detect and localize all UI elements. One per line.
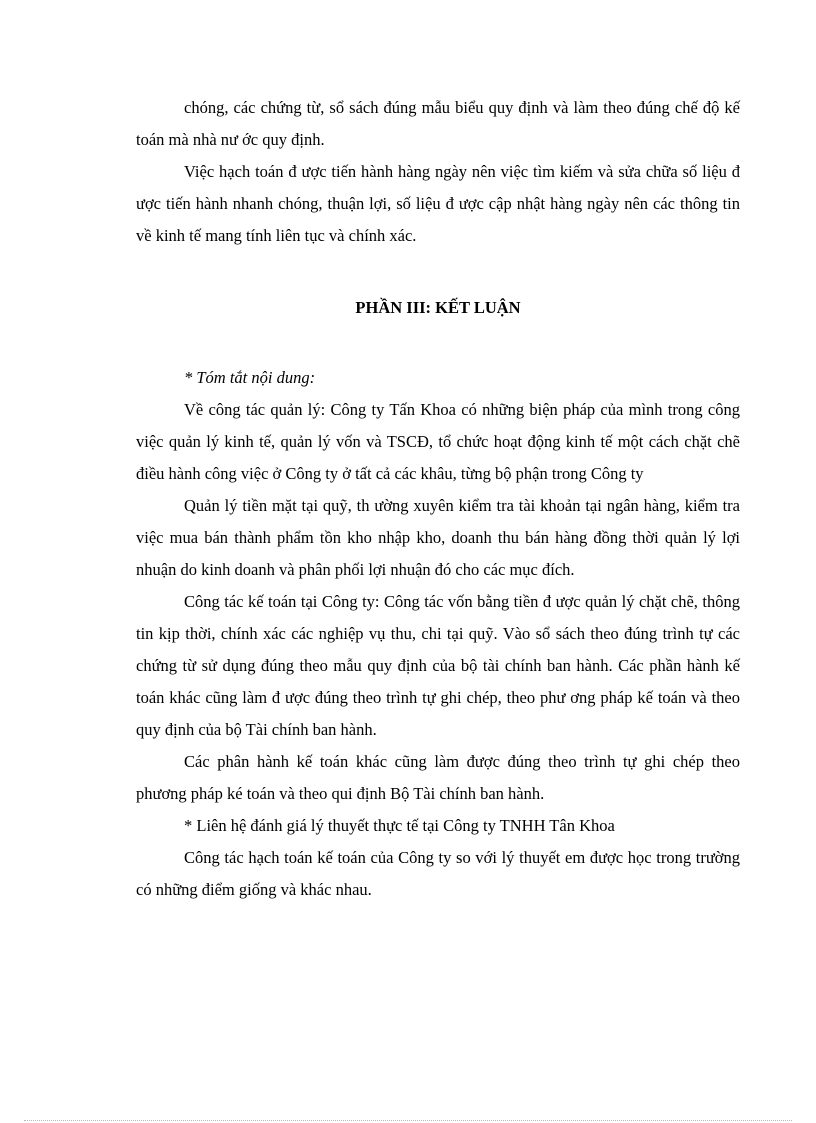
page-bottom-divider <box>24 1120 792 1121</box>
paragraph-accounting-work: Công tác kế toán tại Công ty: Công tác vốn bằng tiền đ ược quản lý chặt chẽ, thông tin kịp thời, chính xác các nghiệp vụ thu, chi tại quỹ. Vào sổ sách theo đúng trình tự các chứng từ sử dụng đúng theo mẫu quy định của bộ tài chính ban hành. Các phần hành kế toán khác cũng làm đ ược đúng theo trình tự ghi chép, theo phư ơng pháp kế toán và theo quy định của bộ Tài chính ban hành. <box>136 592 740 739</box>
document-page <box>136 92 740 906</box>
paragraph-management: Về công tác quản lý: Công ty Tấn Khoa có những biện pháp của mình trong công việc quản lý kinh tế, quản lý vốn và TSCĐ, tổ chức hoạt động kinh tế một cách chặt chẽ điều hành công việc ở Công ty ở tất cả các khâu, từng bộ phận trong Công ty <box>136 400 740 483</box>
paragraph-accounting-daily: Việc hạch toán đ ược tiến hành hàng ngày nên việc tìm kiếm và sửa chữa số liệu đ ược tiến hành nhanh chóng, thuận lợi, số liệu đ ược cập nhật hàng ngày nên các thông tin về kinh tế mang tính liên tục và chính xác. <box>136 162 740 245</box>
section-heading: PHẦN III: KẾT LUẬN <box>355 298 521 317</box>
paragraph-other-parts: Các phân hành kế toán khác cũng làm được đúng theo trình tự ghi chép theo phương pháp ké toán và theo qui định Bộ Tài chính ban hành. <box>136 752 740 803</box>
paragraph-evaluation-label: * Liên hệ đánh giá lý thuyết thực tế tại Công ty TNHH Tân Khoa <box>184 816 615 835</box>
paragraph-comparison: Công tác hạch toán kế toán của Công ty so với lý thuyết em được học trong trường có những điểm giống và khác nhau. <box>136 848 740 899</box>
paragraph-continuation: chóng, các chứng từ, sổ sách đúng mẫu biểu quy định và làm theo đúng chế độ kế toán mà nhà nư ớc quy định. <box>136 98 740 149</box>
summary-label: * Tóm tắt nội dung: <box>184 368 316 387</box>
paragraph-cash-management: Quản lý tiền mặt tại quỹ, th ường xuyên kiểm tra tài khoản tại ngân hàng, kiểm tra việc mua bán thành phẩm tồn kho nhập kho, doanh thu bán hàng đồng thời quản lý lợi nhuận do kinh doanh và phân phối lợi nhuận đó cho các mục đích. <box>136 496 740 579</box>
